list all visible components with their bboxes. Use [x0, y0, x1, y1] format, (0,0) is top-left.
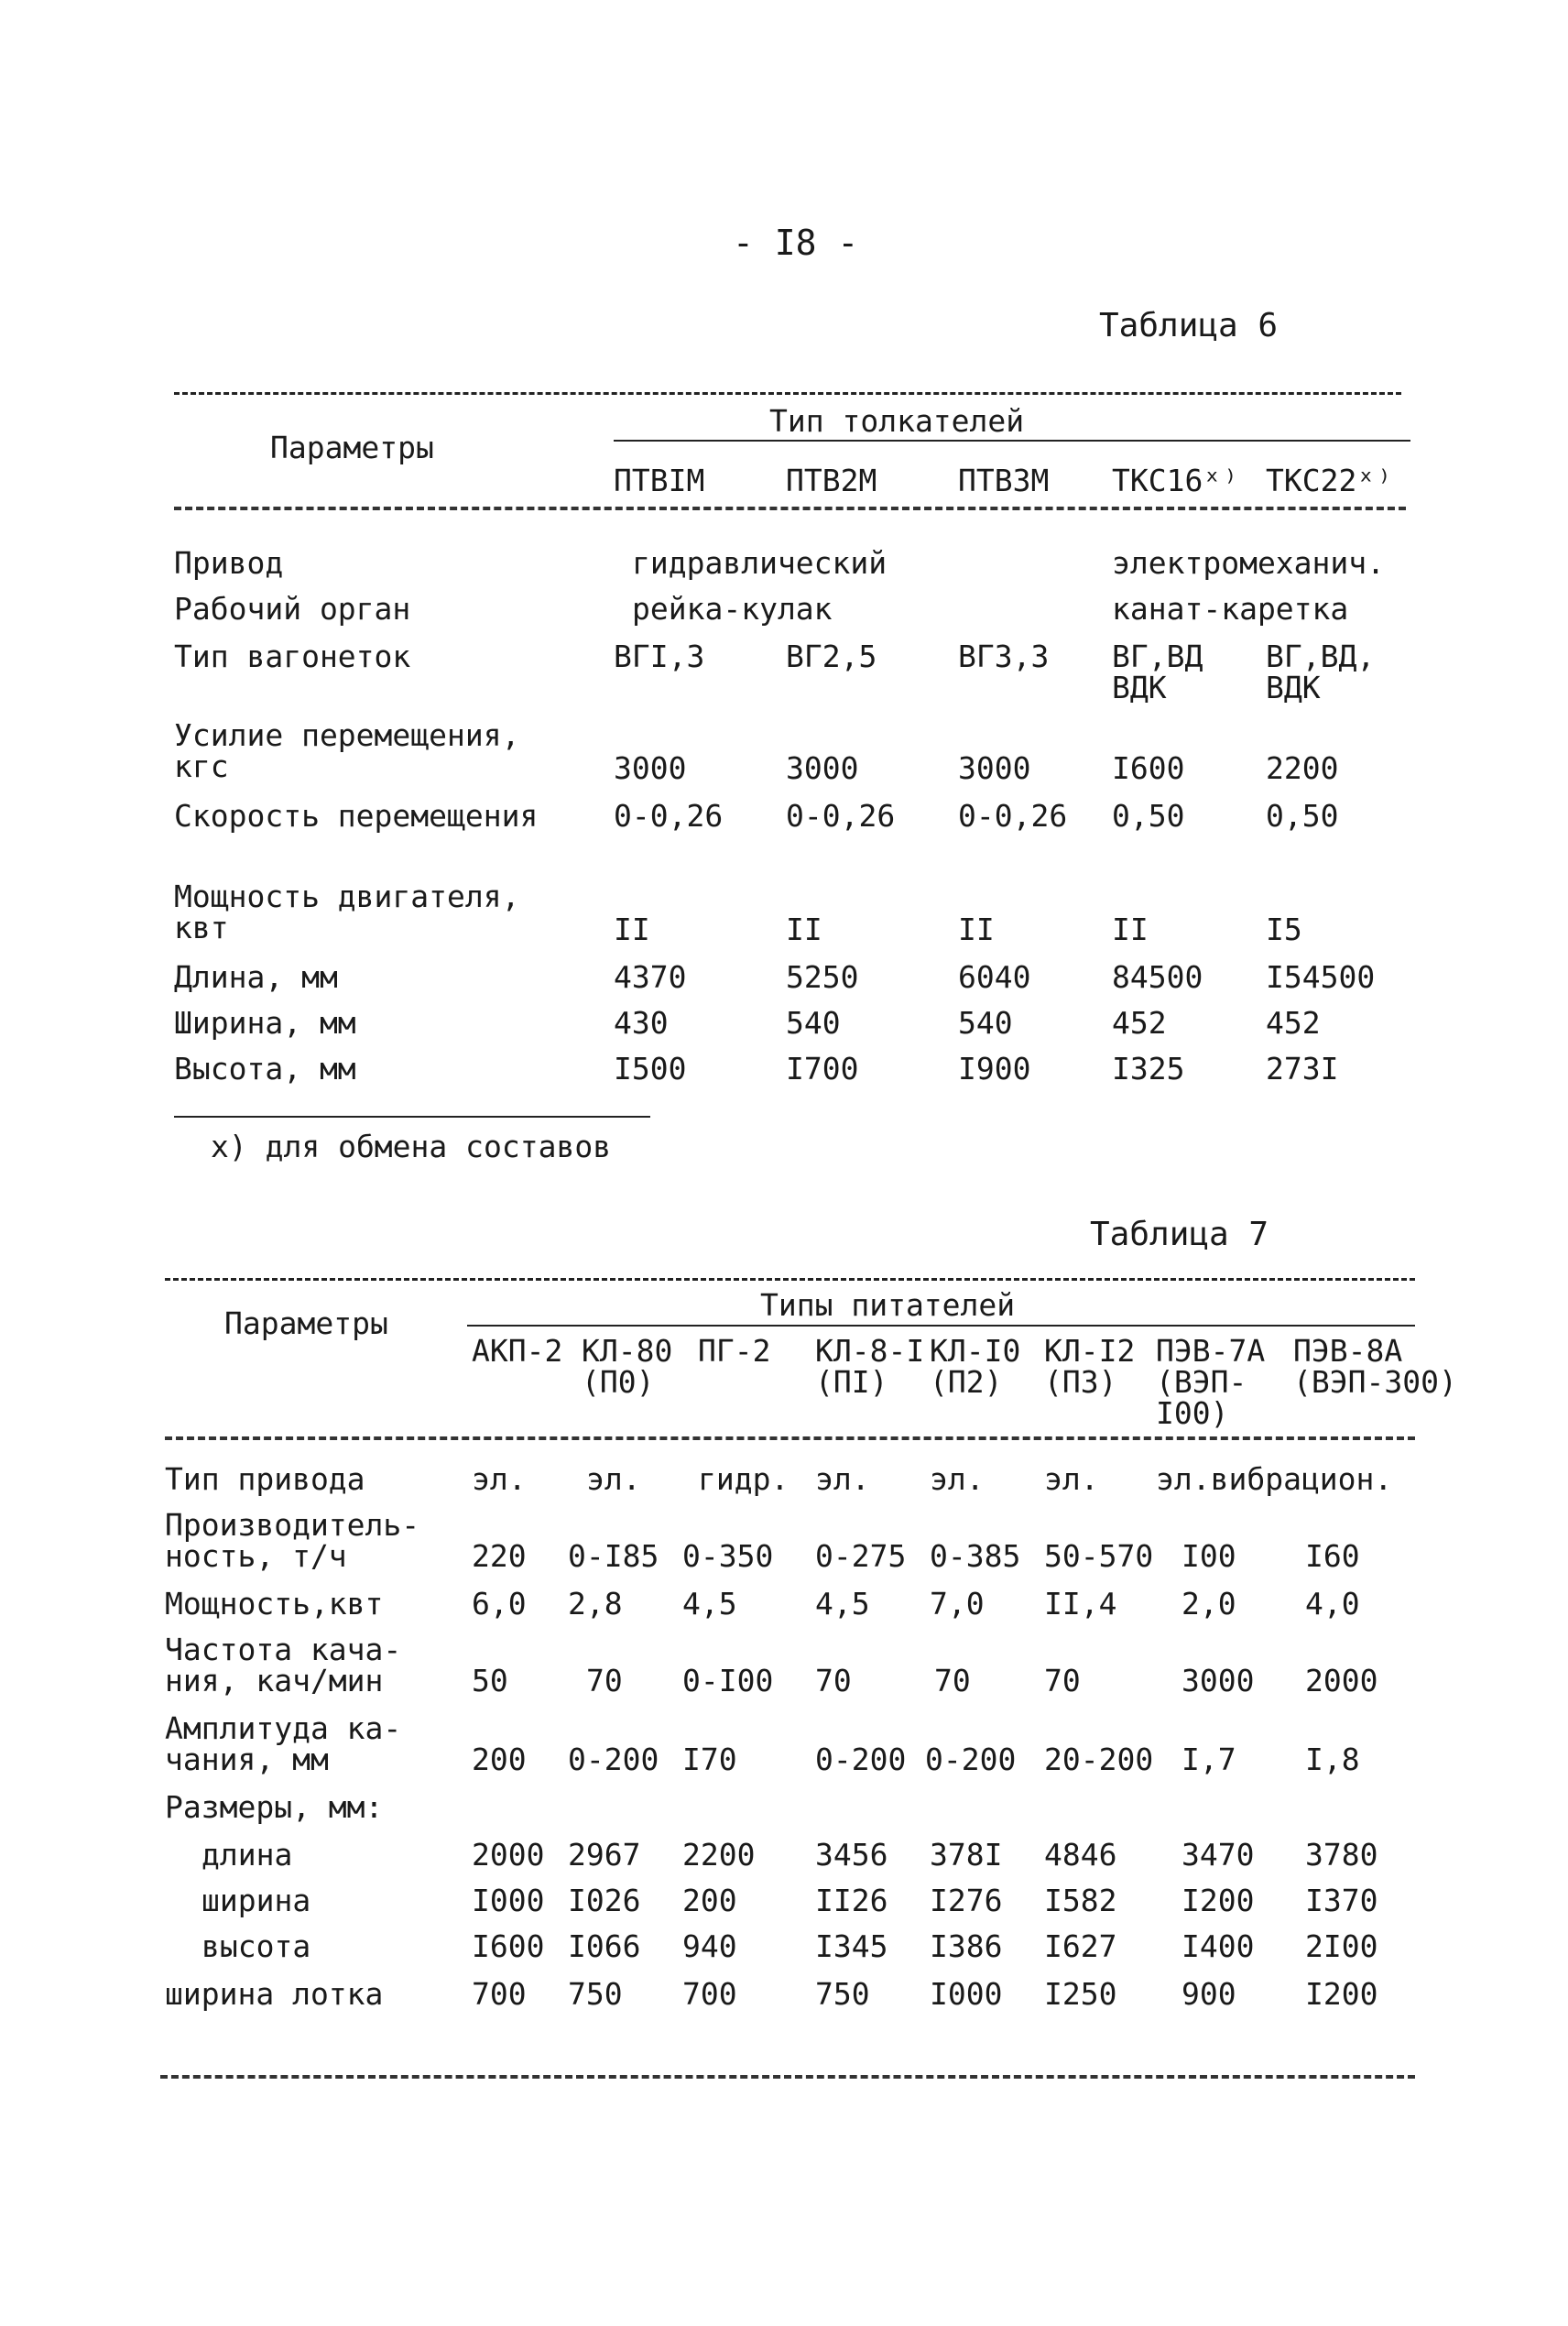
table7-caption: Таблица 7	[1090, 1216, 1269, 1253]
row-label: Тип привода	[165, 1461, 365, 1497]
row-label: Производитель-ность, т/ч	[165, 1507, 420, 1574]
table-cell: I345	[815, 1928, 888, 1964]
table-cell: I325	[1112, 1051, 1185, 1087]
table-cell: 0-0,26	[786, 798, 896, 834]
table-cell: 70	[815, 1663, 852, 1698]
table-cell: 2200	[1266, 750, 1339, 786]
row-label: Тип вагонеток	[174, 639, 411, 674]
table-cell: эл.вибрацион.	[1156, 1461, 1393, 1497]
table-cell: 84500	[1112, 959, 1203, 995]
table-cell: 5250	[786, 959, 859, 995]
table-cell: эл.	[472, 1461, 527, 1497]
table6-footnote-rule	[174, 1116, 650, 1118]
table7-col-header: ПЭВ-8А (ВЭП-300)	[1293, 1333, 1457, 1400]
table-cell: I00	[1181, 1538, 1236, 1574]
table-cell: 0-0,26	[958, 798, 1068, 834]
row-label: Амплитуда ка-чания, мм	[165, 1710, 402, 1777]
table7-col-header: ПГ-2	[698, 1333, 771, 1369]
table-cell: 4,5	[682, 1586, 737, 1622]
row-label: ширина лотка	[165, 1976, 384, 2012]
table-cell: 0,50	[1266, 798, 1339, 834]
table-cell: 7,0	[930, 1586, 985, 1622]
table-cell: II26	[815, 1883, 888, 1918]
table-cell: I066	[568, 1928, 641, 1964]
table-cell: 3000	[958, 750, 1031, 786]
table-cell: I600	[472, 1928, 545, 1964]
table-cell: ВГI,3	[614, 639, 705, 674]
table-cell: I000	[472, 1883, 545, 1918]
table-cell: 452	[1112, 1005, 1167, 1041]
table-cell: гидравлический	[632, 545, 887, 581]
table-cell: 2200	[682, 1837, 756, 1873]
table7-col-header: КЛ-80 (П0)	[582, 1333, 673, 1400]
table-cell: 430	[614, 1005, 669, 1041]
table-cell: 452	[1266, 1005, 1321, 1041]
table-cell: I250	[1044, 1976, 1117, 2012]
table6-col-header: ПТВIМ	[614, 463, 705, 498]
table-cell: 70	[1044, 1663, 1081, 1698]
table-cell: 2,0	[1181, 1586, 1236, 1622]
table-cell: 2000	[1305, 1663, 1378, 1698]
table-cell: 3000	[786, 750, 859, 786]
table6-col-header: ТКС16ˣ⁾	[1112, 463, 1240, 498]
table-cell: II	[958, 912, 995, 947]
table-cell: рейка-кулак	[632, 591, 833, 627]
row-label: высота	[201, 1928, 311, 1964]
table6-col-header: ТКС22ˣ⁾	[1266, 463, 1394, 498]
table-cell: 2I00	[1305, 1928, 1378, 1964]
row-label: Длина, мм	[174, 959, 338, 995]
table-cell: 540	[958, 1005, 1013, 1041]
table-cell: I5	[1266, 912, 1302, 947]
table-cell: 0-350	[682, 1538, 774, 1574]
table6-param-header: Параметры	[270, 430, 434, 465]
table-cell: эл.	[815, 1461, 870, 1497]
table-cell: гидр.	[698, 1461, 789, 1497]
row-label: ширина	[201, 1883, 311, 1918]
table-cell: 3780	[1305, 1837, 1378, 1873]
table6-header-rule	[174, 507, 1406, 510]
table-cell: II	[614, 912, 650, 947]
table-cell: I60	[1305, 1538, 1360, 1574]
table7-bottom-rule	[160, 2075, 1415, 2079]
table-cell: ВГ2,5	[786, 639, 877, 674]
table-cell: 2967	[568, 1837, 641, 1873]
table-cell: ВГ,ВД, ВДК	[1266, 639, 1376, 705]
table-cell: 0-0,26	[614, 798, 724, 834]
table6-top-rule	[174, 392, 1401, 395]
table6-footnote: х) для обмена составов	[211, 1129, 612, 1164]
table-cell: I54500	[1266, 959, 1376, 995]
table-cell: 200	[682, 1883, 737, 1918]
table-cell: 750	[568, 1976, 623, 2012]
table-cell: 4370	[614, 959, 687, 995]
table-cell: 70	[586, 1663, 623, 1698]
table6-group-rule	[614, 440, 1410, 442]
table-cell: 940	[682, 1928, 737, 1964]
table7-col-header: ПЭВ-7А (ВЭП-I00)	[1156, 1333, 1266, 1431]
page-number: - I8 -	[733, 223, 859, 263]
row-label: Рабочий орган	[174, 591, 411, 627]
table-cell: электромеханич.	[1112, 545, 1386, 581]
table-cell: 0-385	[930, 1538, 1021, 1574]
table-cell: 70	[934, 1663, 971, 1698]
table-cell: ВГ3,3	[958, 639, 1050, 674]
table-cell: II,4	[1044, 1586, 1117, 1622]
row-label: длина	[201, 1837, 293, 1873]
row-label: Привод	[174, 545, 284, 581]
table-cell: 20-200	[1044, 1742, 1154, 1777]
table-cell: I370	[1305, 1883, 1378, 1918]
table-cell: I,8	[1305, 1742, 1360, 1777]
table6-caption: Таблица 6	[1099, 307, 1279, 344]
table-cell: 700	[682, 1976, 737, 2012]
table-cell: I200	[1181, 1883, 1255, 1918]
table-cell: 200	[472, 1742, 527, 1777]
table7-col-header: АКП-2	[472, 1333, 563, 1369]
table-cell: 700	[472, 1976, 527, 2012]
table-cell: I276	[930, 1883, 1003, 1918]
table-cell: 3000	[614, 750, 687, 786]
table-cell: 0-200	[925, 1742, 1017, 1777]
table7-col-header: КЛ-I2 (П3)	[1044, 1333, 1136, 1400]
table-cell: 4846	[1044, 1837, 1117, 1873]
table6-col-header: ПТВ3М	[958, 463, 1050, 498]
table-cell: 2000	[472, 1837, 545, 1873]
table-cell: 3456	[815, 1837, 888, 1873]
row-label: Ширина, мм	[174, 1005, 356, 1041]
row-label: Усилие перемещения, кгс	[174, 717, 520, 784]
table7-group-header: Типы питателей	[760, 1287, 1016, 1323]
table-cell: I,7	[1181, 1742, 1236, 1777]
table-cell: 50-570	[1044, 1538, 1154, 1574]
table7-col-header: КЛ-8-I (ПI)	[815, 1333, 925, 1400]
table7-col-header: КЛ-I0 (П2)	[930, 1333, 1021, 1400]
table-cell: I000	[930, 1976, 1003, 2012]
table-cell: I200	[1305, 1976, 1378, 2012]
table-cell: I500	[614, 1051, 687, 1087]
table-cell: 0-I00	[682, 1663, 774, 1698]
row-label: Размеры, мм:	[165, 1789, 384, 1825]
row-label: Мощность,квт	[165, 1586, 384, 1622]
table-cell: 4,0	[1305, 1586, 1360, 1622]
table7-param-header: Параметры	[224, 1305, 388, 1341]
table-cell: 0-200	[815, 1742, 907, 1777]
table-cell: 0-200	[568, 1742, 659, 1777]
table-cell: 2,8	[568, 1586, 623, 1622]
table-cell: 0-275	[815, 1538, 907, 1574]
table-cell: эл.	[586, 1461, 641, 1497]
table-cell: I026	[568, 1883, 641, 1918]
row-label: Частота кача-ния, кач/мин	[165, 1632, 402, 1698]
table-cell: I900	[958, 1051, 1031, 1087]
table-cell: 0,50	[1112, 798, 1185, 834]
table-cell: I400	[1181, 1928, 1255, 1964]
table7-header-rule	[165, 1436, 1415, 1440]
table-cell: I70	[682, 1742, 737, 1777]
table-cell: II	[786, 912, 822, 947]
table-cell: 6,0	[472, 1586, 527, 1622]
table-cell: 6040	[958, 959, 1031, 995]
table-cell: I386	[930, 1928, 1003, 1964]
table-cell: канат-каретка	[1112, 591, 1349, 627]
table-cell: 378I	[930, 1837, 1003, 1873]
row-label: Скорость перемещения	[174, 798, 539, 834]
table-cell: I700	[786, 1051, 859, 1087]
table-cell: 3470	[1181, 1837, 1255, 1873]
row-label: Мощность двигателя, квт	[174, 879, 520, 945]
table-cell: 540	[786, 1005, 841, 1041]
table-cell: эл.	[1044, 1461, 1099, 1497]
table7-group-rule	[467, 1325, 1415, 1327]
table-cell: 220	[472, 1538, 527, 1574]
table-cell: 4,5	[815, 1586, 870, 1622]
table6-group-header: Тип толкателей	[769, 403, 1025, 439]
table7-top-rule	[165, 1278, 1415, 1281]
table-cell: 750	[815, 1976, 870, 2012]
table-cell: 900	[1181, 1976, 1236, 2012]
table-cell: I627	[1044, 1928, 1117, 1964]
table-cell: 0-I85	[568, 1538, 659, 1574]
table-cell: II	[1112, 912, 1149, 947]
table6-col-header: ПТВ2М	[786, 463, 877, 498]
table-cell: I582	[1044, 1883, 1117, 1918]
table-cell: I600	[1112, 750, 1185, 786]
table-cell: эл.	[930, 1461, 985, 1497]
row-label: Высота, мм	[174, 1051, 356, 1087]
table-cell: ВГ,ВД ВДК	[1112, 639, 1203, 705]
table-cell: 50	[472, 1663, 508, 1698]
table-cell: 273I	[1266, 1051, 1339, 1087]
table-cell: 3000	[1181, 1663, 1255, 1698]
